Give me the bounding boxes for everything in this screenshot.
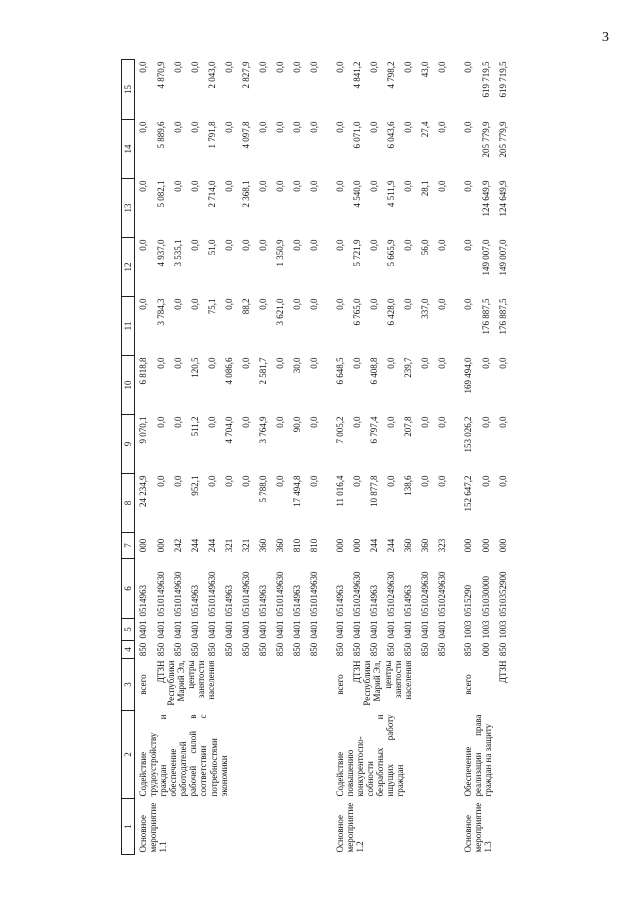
value-cell: 0,0 <box>352 475 363 487</box>
code-vr: 000 <box>463 538 474 553</box>
code-grbs: 850 <box>223 642 234 657</box>
executor-cell: ДТЗН <box>497 660 508 684</box>
code-rzpr: 0401 <box>274 620 285 639</box>
value-cell: 4 937,0 <box>155 239 166 267</box>
value-cell: 149 007,0 <box>480 239 491 276</box>
value-cell: 0,0 <box>369 61 380 73</box>
value-cell: 205 779,9 <box>497 121 508 158</box>
value-cell: 4 798,2 <box>386 61 397 89</box>
col-header: 4 <box>122 641 135 659</box>
code-rzpr: 1003 <box>463 620 474 639</box>
code-grbs: 850 <box>206 642 217 657</box>
value-cell: 0,0 <box>369 298 380 310</box>
executor-cell: ДТЗН Республики Марий Эл, центры занятости населения <box>352 660 413 706</box>
value-cell: 0,0 <box>403 61 414 73</box>
code-grbs: 850 <box>189 642 200 657</box>
value-cell: 0,0 <box>334 61 345 73</box>
code-csr: 0510149630 <box>308 571 319 617</box>
value-cell: 6 071,0 <box>352 121 363 149</box>
value-cell: 0,0 <box>386 357 397 369</box>
value-cell: 6 428,0 <box>386 298 397 326</box>
code-csr: 0510249630 <box>420 571 431 617</box>
value-cell: 0,0 <box>240 416 251 428</box>
measure-name: Основное мероприятие 1.2 <box>334 802 365 853</box>
code-csr: 0510149630 <box>206 571 217 617</box>
value-cell: 0,0 <box>257 61 268 73</box>
code-grbs: 000 <box>480 642 491 657</box>
value-cell: 0,0 <box>463 180 474 192</box>
code-grbs: 850 <box>463 642 474 657</box>
col-header: 8 <box>122 474 135 533</box>
value-cell: 0,0 <box>386 475 397 487</box>
code-vr: 321 <box>223 538 234 553</box>
value-cell: 0,0 <box>291 121 302 133</box>
value-cell: 0,0 <box>172 121 183 133</box>
col-header: 15 <box>122 60 135 120</box>
value-cell: 0,0 <box>334 239 345 251</box>
code-vr: 000 <box>155 538 166 553</box>
value-cell: 0,0 <box>308 61 319 73</box>
code-csr: 0514963 <box>138 585 148 617</box>
code-csr: 0514963 <box>291 585 302 617</box>
code-grbs: 850 <box>240 642 251 657</box>
code-csr: 0514963 <box>334 585 345 617</box>
executor-cell: всего <box>334 674 345 695</box>
code-rzpr: 0401 <box>369 620 380 639</box>
col-header: 10 <box>122 356 135 415</box>
code-csr: 0510149630 <box>155 571 166 617</box>
value-cell: 0,0 <box>463 61 474 73</box>
value-cell: 0,0 <box>274 61 285 73</box>
value-cell: 0,0 <box>437 61 448 73</box>
value-cell: 0,0 <box>274 357 285 369</box>
value-cell: 0,0 <box>257 180 268 192</box>
value-cell: 0,0 <box>138 239 148 251</box>
value-cell: 75,1 <box>206 298 217 315</box>
value-cell: 0,0 <box>497 357 508 369</box>
col-header: 5 <box>122 619 135 641</box>
value-cell: 3 621,0 <box>274 298 285 326</box>
code-rzpr: 0401 <box>138 620 148 639</box>
value-cell: 239,7 <box>403 357 414 378</box>
measure-description: Содействие повышению конкурентоспо-собности безработных и ищущих работу граждан <box>334 714 405 797</box>
code-rzpr: 0401 <box>420 620 431 639</box>
value-cell: 0,0 <box>463 121 474 133</box>
value-cell: 0,0 <box>308 298 319 310</box>
col-header: 3 <box>122 659 135 711</box>
measure-name: Основное мероприятие 1.1 <box>138 802 169 853</box>
code-grbs: 850 <box>334 642 345 657</box>
value-cell: 3 784,3 <box>155 298 166 326</box>
executor-cell: ДТЗН Республики Марий Эл, центры занятости населения <box>155 660 217 706</box>
value-cell: 0,0 <box>291 239 302 251</box>
value-cell: 0,0 <box>291 61 302 73</box>
value-cell: 0,0 <box>352 357 363 369</box>
budget-table <box>121 59 521 855</box>
value-cell: 0,0 <box>463 239 474 251</box>
value-cell: 0,0 <box>403 298 414 310</box>
value-cell: 0,0 <box>189 239 200 251</box>
code-vr: 321 <box>240 538 251 553</box>
code-rzpr: 0401 <box>386 620 397 639</box>
code-grbs: 850 <box>172 642 183 657</box>
value-cell: 511,2 <box>189 416 200 437</box>
code-grbs: 850 <box>274 642 285 657</box>
value-cell: 0,0 <box>352 416 363 428</box>
value-cell: 0,0 <box>138 121 148 133</box>
code-rzpr: 0401 <box>291 620 302 639</box>
value-cell: 337,0 <box>420 298 431 319</box>
value-cell: 11 016,4 <box>334 475 345 507</box>
value-cell: 0,0 <box>437 357 448 369</box>
value-cell: 0,0 <box>437 239 448 251</box>
code-vr: 810 <box>291 538 302 553</box>
value-cell: 5 721,9 <box>352 239 363 267</box>
code-vr: 000 <box>480 538 491 553</box>
rotated-budget-table <box>121 60 521 855</box>
value-cell: 0,0 <box>172 180 183 192</box>
value-cell: 5 665,9 <box>386 239 397 267</box>
value-cell: 0,0 <box>291 298 302 310</box>
value-cell: 2 827,9 <box>240 61 251 89</box>
value-cell: 56,0 <box>420 239 431 256</box>
executor-cell: всего <box>463 674 474 695</box>
value-cell: 169 494,0 <box>463 357 474 394</box>
value-cell: 0,0 <box>172 357 183 369</box>
value-cell: 4 841,2 <box>352 61 363 89</box>
value-cell: 124 649,9 <box>497 180 508 217</box>
value-cell: 9 070,1 <box>138 416 148 444</box>
code-vr: 360 <box>403 538 414 553</box>
code-rzpr: 0401 <box>189 620 200 639</box>
value-cell: 51,0 <box>206 239 217 256</box>
col-header: 9 <box>122 415 135 474</box>
value-cell: 0,0 <box>223 239 234 251</box>
value-cell: 0,0 <box>189 180 200 192</box>
value-cell: 0,0 <box>480 416 491 428</box>
code-rzpr: 0401 <box>352 620 363 639</box>
code-rzpr: 0401 <box>240 620 251 639</box>
code-rzpr: 0401 <box>155 620 166 639</box>
code-vr: 323 <box>437 538 448 553</box>
code-csr: 0514963 <box>223 585 234 617</box>
value-cell: 17 494,8 <box>291 475 302 507</box>
value-cell: 2 043,0 <box>206 61 217 89</box>
value-cell: 0,0 <box>420 357 431 369</box>
value-cell: 0,0 <box>308 180 319 192</box>
code-vr: 244 <box>369 538 380 553</box>
value-cell: 3 764,9 <box>257 416 268 444</box>
value-cell: 0,0 <box>223 298 234 310</box>
code-grbs: 850 <box>308 642 319 657</box>
value-cell: 0,0 <box>369 239 380 251</box>
code-grbs: 850 <box>420 642 431 657</box>
value-cell: 0,0 <box>274 416 285 428</box>
value-cell: 5 082,1 <box>155 180 166 208</box>
value-cell: 0,0 <box>155 416 166 428</box>
value-cell: 0,0 <box>223 475 234 487</box>
value-cell: 120,5 <box>189 357 200 378</box>
value-cell: 0,0 <box>223 61 234 73</box>
code-vr: 244 <box>189 538 200 553</box>
value-cell: 0,0 <box>420 475 431 487</box>
code-grbs: 850 <box>497 642 508 657</box>
value-cell: 90,0 <box>291 416 302 433</box>
code-csr: 0510352900 <box>497 571 508 617</box>
col-header: 11 <box>122 297 135 356</box>
code-grbs: 850 <box>291 642 302 657</box>
value-cell: 88,2 <box>240 298 251 315</box>
value-cell: 0,0 <box>172 298 183 310</box>
code-vr: 000 <box>334 538 345 553</box>
value-cell: 0,0 <box>308 121 319 133</box>
value-cell: 0,0 <box>437 475 448 487</box>
value-cell: 24 234,9 <box>138 475 148 507</box>
value-cell: 4 540,0 <box>352 180 363 208</box>
code-csr: 0510149630 <box>172 571 183 617</box>
col-header: 2 <box>122 711 135 799</box>
value-cell: 0,0 <box>334 121 345 133</box>
measure-description: Обеспечение реализации права граждан на защиту <box>463 714 494 797</box>
code-vr: 242 <box>172 538 183 553</box>
page-number: 3 <box>602 30 609 45</box>
value-cell: 0,0 <box>138 298 148 310</box>
value-cell: 2 714,0 <box>206 180 217 208</box>
value-cell: 205 779,9 <box>480 121 491 158</box>
value-cell: 0,0 <box>274 180 285 192</box>
code-rzpr: 0401 <box>223 620 234 639</box>
value-cell: 0,0 <box>291 180 302 192</box>
value-cell: 6 408,8 <box>369 357 380 385</box>
code-vr: 360 <box>274 538 285 553</box>
code-rzpr: 0401 <box>334 620 345 639</box>
value-cell: 7 005,2 <box>334 416 345 444</box>
col-header: 6 <box>122 559 135 619</box>
value-cell: 207,8 <box>403 416 414 437</box>
value-cell: 0,0 <box>308 357 319 369</box>
code-vr: 000 <box>138 538 148 553</box>
value-cell: 4 704,0 <box>223 416 234 444</box>
code-rzpr: 0401 <box>172 620 183 639</box>
executor-cell: всего <box>138 674 148 695</box>
code-grbs: 850 <box>352 642 363 657</box>
value-cell: 2 581,7 <box>257 357 268 385</box>
value-cell: 28,1 <box>420 180 431 197</box>
value-cell: 0,0 <box>257 298 268 310</box>
value-cell: 0,0 <box>206 416 217 428</box>
value-cell: 5 788,0 <box>257 475 268 503</box>
value-cell: 0,0 <box>480 357 491 369</box>
value-cell: 0,0 <box>403 121 414 133</box>
code-csr: 0510249630 <box>386 571 397 617</box>
header-row <box>122 60 135 855</box>
value-cell: 0,0 <box>206 475 217 487</box>
value-cell: 10 877,8 <box>369 475 380 507</box>
code-vr: 810 <box>308 538 319 553</box>
value-cell: 0,0 <box>369 121 380 133</box>
value-cell: 3 535,1 <box>172 239 183 267</box>
value-cell: 4 097,8 <box>240 121 251 149</box>
value-cell: 4 511,9 <box>386 180 397 208</box>
value-cell: 5 889,6 <box>155 121 166 149</box>
value-cell: 6 648,5 <box>334 357 345 385</box>
code-rzpr: 0401 <box>308 620 319 639</box>
measure-name: Основное мероприятие 1.3 <box>463 802 494 853</box>
value-cell: 0,0 <box>308 416 319 428</box>
value-cell: 0,0 <box>223 180 234 192</box>
code-vr: 244 <box>206 538 217 553</box>
code-vr: 244 <box>386 538 397 553</box>
value-cell: 176 887,5 <box>497 298 508 335</box>
value-cell: 149 007,0 <box>497 239 508 276</box>
col-header: 7 <box>122 533 135 559</box>
value-cell: 138,6 <box>403 475 414 496</box>
code-grbs: 850 <box>437 642 448 657</box>
code-rzpr: 1003 <box>497 620 508 639</box>
code-grbs: 850 <box>257 642 268 657</box>
value-cell: 0,0 <box>274 475 285 487</box>
table-row <box>135 60 155 855</box>
code-rzpr: 0401 <box>257 620 268 639</box>
value-cell: 619 719,5 <box>480 61 491 98</box>
code-csr: 051030000 <box>480 576 491 617</box>
code-csr: 0510249630 <box>437 571 448 617</box>
value-cell: 0,0 <box>308 475 319 487</box>
value-cell: 0,0 <box>437 416 448 428</box>
code-csr: 0514963 <box>189 585 200 617</box>
code-grbs: 850 <box>155 642 166 657</box>
value-cell: 0,0 <box>274 121 285 133</box>
code-rzpr: 0401 <box>206 620 217 639</box>
value-cell: 619 719,5 <box>497 61 508 98</box>
value-cell: 0,0 <box>334 298 345 310</box>
code-csr: 0515290 <box>463 585 474 617</box>
value-cell: 0,0 <box>138 180 148 192</box>
value-cell: 0,0 <box>138 61 148 73</box>
value-cell: 0,0 <box>403 180 414 192</box>
value-cell: 4 086,6 <box>223 357 234 385</box>
value-cell: 0,0 <box>437 121 448 133</box>
code-vr: 000 <box>497 538 508 553</box>
value-cell: 0,0 <box>257 239 268 251</box>
value-cell: 0,0 <box>463 298 474 310</box>
code-csr: 0510249630 <box>352 571 363 617</box>
value-cell: 176 887,5 <box>480 298 491 335</box>
value-cell: 0,0 <box>403 239 414 251</box>
value-cell: 0,0 <box>257 121 268 133</box>
value-cell: 0,0 <box>420 416 431 428</box>
value-cell: 952,1 <box>189 475 200 496</box>
value-cell: 6 765,0 <box>352 298 363 326</box>
value-cell: 0,0 <box>172 475 183 487</box>
value-cell: 0,0 <box>155 357 166 369</box>
value-cell: 1 791,8 <box>206 121 217 149</box>
value-cell: 124 649,9 <box>480 180 491 217</box>
col-header: 13 <box>122 179 135 238</box>
code-grbs: 850 <box>369 642 380 657</box>
value-cell: 0,0 <box>386 416 397 428</box>
value-cell: 30,0 <box>291 357 302 374</box>
measure-description: Содействие трудоустройству граждан и обеспечение работодателей рабочей силой в соответствии с потребностями экономики <box>138 714 229 797</box>
value-cell: 6 043,6 <box>386 121 397 149</box>
code-vr: 360 <box>257 538 268 553</box>
value-cell: 6 818,8 <box>138 357 148 385</box>
value-cell: 4 870,9 <box>155 61 166 89</box>
code-vr: 000 <box>352 538 363 553</box>
value-cell: 0,0 <box>240 357 251 369</box>
value-cell: 1 350,9 <box>274 239 285 267</box>
code-grbs: 850 <box>403 642 414 657</box>
value-cell: 0,0 <box>240 239 251 251</box>
value-cell: 0,0 <box>437 298 448 310</box>
col-header: 12 <box>122 238 135 297</box>
value-cell: 152 647,2 <box>463 475 474 512</box>
value-cell: 0,0 <box>308 239 319 251</box>
table-row <box>332 60 352 855</box>
col-header: 1 <box>122 799 135 855</box>
value-cell: 0,0 <box>155 475 166 487</box>
value-cell: 0,0 <box>172 416 183 428</box>
code-rzpr: 0401 <box>403 620 414 639</box>
code-csr: 0510149630 <box>274 571 285 617</box>
value-cell: 0,0 <box>437 180 448 192</box>
value-cell: 6 797,4 <box>369 416 380 444</box>
code-csr: 0514963 <box>369 585 380 617</box>
value-cell: 0,0 <box>189 298 200 310</box>
value-cell: 0,0 <box>223 121 234 133</box>
code-csr: 0514963 <box>257 585 268 617</box>
value-cell: 0,0 <box>369 180 380 192</box>
value-cell: 43,0 <box>420 61 431 78</box>
code-csr: 0510149630 <box>240 571 251 617</box>
table-row <box>460 60 480 855</box>
value-cell: 0,0 <box>497 416 508 428</box>
value-cell: 2 368,1 <box>240 180 251 208</box>
value-cell: 0,0 <box>189 121 200 133</box>
value-cell: 0,0 <box>172 61 183 73</box>
value-cell: 0,0 <box>240 475 251 487</box>
value-cell: 0,0 <box>334 180 345 192</box>
code-vr: 360 <box>420 538 431 553</box>
code-rzpr: 1003 <box>480 620 491 639</box>
col-header: 14 <box>122 120 135 179</box>
code-csr: 0514963 <box>403 585 414 617</box>
value-cell: 0,0 <box>206 357 217 369</box>
code-rzpr: 0401 <box>437 620 448 639</box>
value-cell: 0,0 <box>497 475 508 487</box>
value-cell: 27,4 <box>420 121 431 138</box>
value-cell: 0,0 <box>480 475 491 487</box>
value-cell: 153 026,2 <box>463 416 474 453</box>
value-cell: 0,0 <box>189 61 200 73</box>
code-grbs: 850 <box>386 642 397 657</box>
code-grbs: 850 <box>138 642 148 657</box>
